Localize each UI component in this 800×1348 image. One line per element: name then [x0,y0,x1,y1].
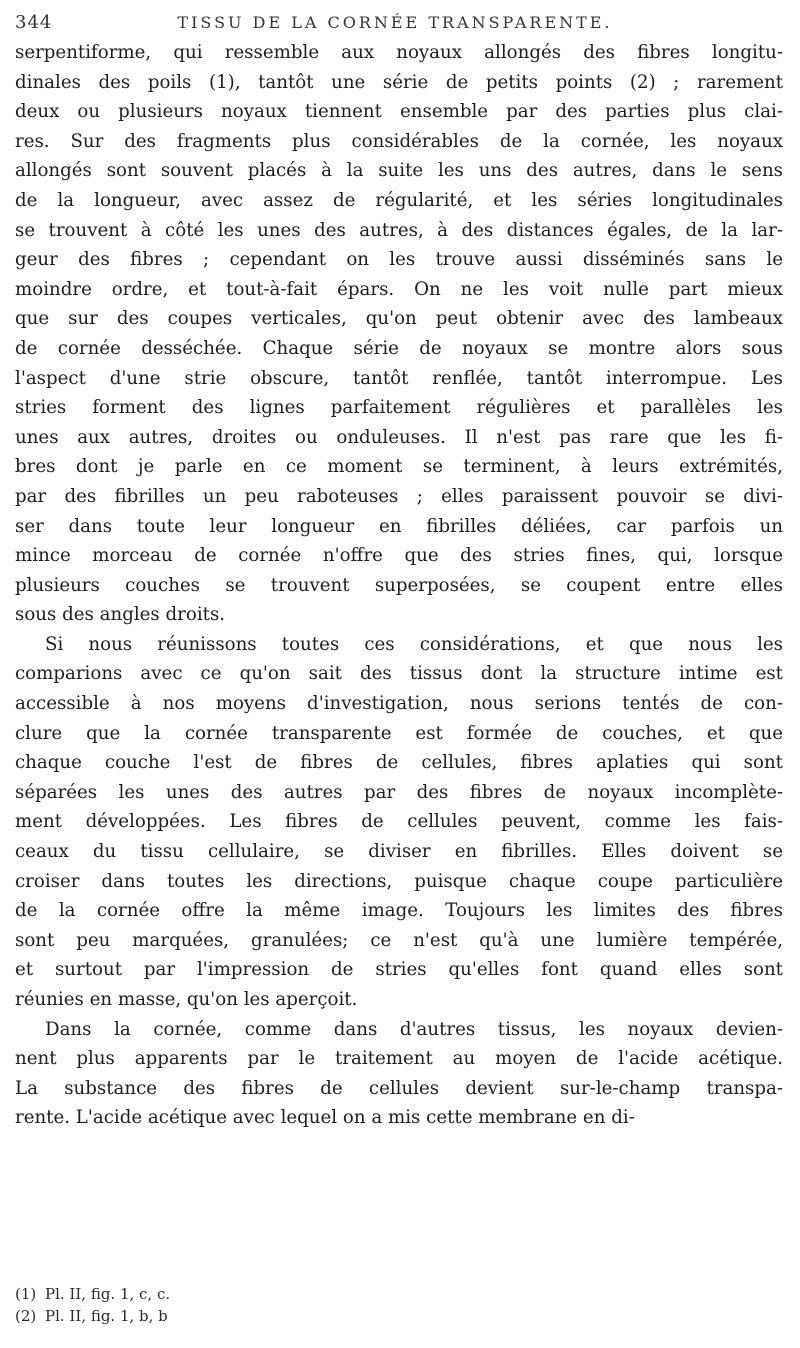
text-line: sous des angles droits. [15,604,226,626]
footnote [15,1283,783,1305]
text-line: Si nous réunissons toutes ces considérations, et que nous les [45,633,783,655]
text-line: unes aux autres, droites ou onduleuses. Il n'est pas rare que les fi- [15,426,783,448]
text-line: plusieurs couches se trouvent superposées, se coupent entre elles [15,574,783,596]
footnote-marker: (2) [15,1307,37,1325]
text-line: séparées les unes des autres par des fibres de noyaux incomplète- [15,781,783,803]
running-title: TISSU DE LA CORNÉE TRANSPARENTE. [177,13,613,32]
text-line: moindre ordre, et tout-à-fait épars. On ne les voit nulle part mieux [15,278,783,300]
text-line: bres dont je parle en ce moment se terminent, à leurs extrémités, [15,456,783,478]
footnote-text: Pl. II, fig. 1, b, b [45,1307,168,1325]
text-line: La substance des fibres de cellules devient sur-le-champ transpa- [15,1077,783,1099]
text-line: ceaux du tissu cellulaire, se diviser en fibrilles. Elles doivent se [15,841,783,863]
text-line: que sur des coupes verticales, qu'on peut obtenir avec des lambeaux [15,308,783,330]
text-line: stries forment des lignes parfaitement régulières et parallèles les [15,397,783,419]
text-line: ment développées. Les fibres de cellules peuvent, comme les fais- [15,811,783,833]
text-line: Dans la cornée, comme dans d'autres tissus, les noyaux devien- [45,1018,783,1040]
text-line: dinales des poils (1), tantôt une série de petits points (2) ; rarement [15,71,783,93]
text-line: se trouvent à côté les unes des autres, à des distances égales, de la lar- [15,219,783,241]
body-text [15,38,783,1133]
text-line: serpentiforme, qui ressemble aux noyaux allongés des fibres longitu- [15,42,783,63]
text-line: sont peu marquées, granulées; ce n'est qu'à une lumière tempérée, [15,929,783,951]
footnote [15,1305,783,1327]
text-line: clure que la cornée transparente est formée de couches, et que [15,722,783,744]
footnote-text: Pl. II, fig. 1, c, c. [45,1285,171,1303]
footnotes [15,1283,783,1327]
text-line: croiser dans toutes les directions, puisque chaque coupe particulière [15,870,783,892]
text-line: l'aspect d'une strie obscure, tantôt renflée, tantôt interrompue. Les [15,367,783,389]
page-number: 344 [15,12,53,33]
text-line: allongés sont souvent placés à la suite les uns des autres, dans le sens [15,160,783,182]
text-line: nent plus apparents par le traitement au moyen de l'acide acétique. [15,1048,783,1070]
text-line: geur des fibres ; cependant on les trouve aussi disséminés sans le [15,249,783,271]
text-line: chaque couche l'est de fibres de cellules, fibres aplaties qui sont [15,752,783,774]
text-line: mince morceau de cornée n'offre que des stries fines, qui, lorsque [15,545,783,567]
text-line: ser dans toute leur longueur en fibrilles déliées, car parfois un [15,515,783,537]
text-line: de la longueur, avec assez de régularité, et les séries longitudinales [15,189,783,211]
text-line: de cornée desséchée. Chaque série de noyaux se montre alors sous [15,337,783,359]
text-line: et surtout par l'impression de stries qu'elles font quand elles sont [15,959,783,981]
footnote-marker: (1) [15,1285,37,1303]
text-line: rente. L'acide acétique avec lequel on a mis cette membrane en di- [15,1107,635,1129]
running-head [15,4,775,34]
text-line: accessible à nos moyens d'investigation, nous serions tentés de con- [15,693,783,715]
text-line: comparions avec ce qu'on sait des tissus dont la structure intime est [15,663,783,685]
text-line: par des fibrilles un peu raboteuses ; elles paraissent pouvoir se divi- [15,485,783,507]
text-line: réunies en masse, qu'on les aperçoit. [15,989,358,1010]
text-line: de la cornée offre la même image. Toujours les limites des fibres [15,900,783,922]
text-line: res. Sur des fragments plus considérables de la cornée, les noyaux [15,130,783,152]
text-line: deux ou plusieurs noyaux tiennent ensemble par des parties plus clai- [15,101,783,123]
